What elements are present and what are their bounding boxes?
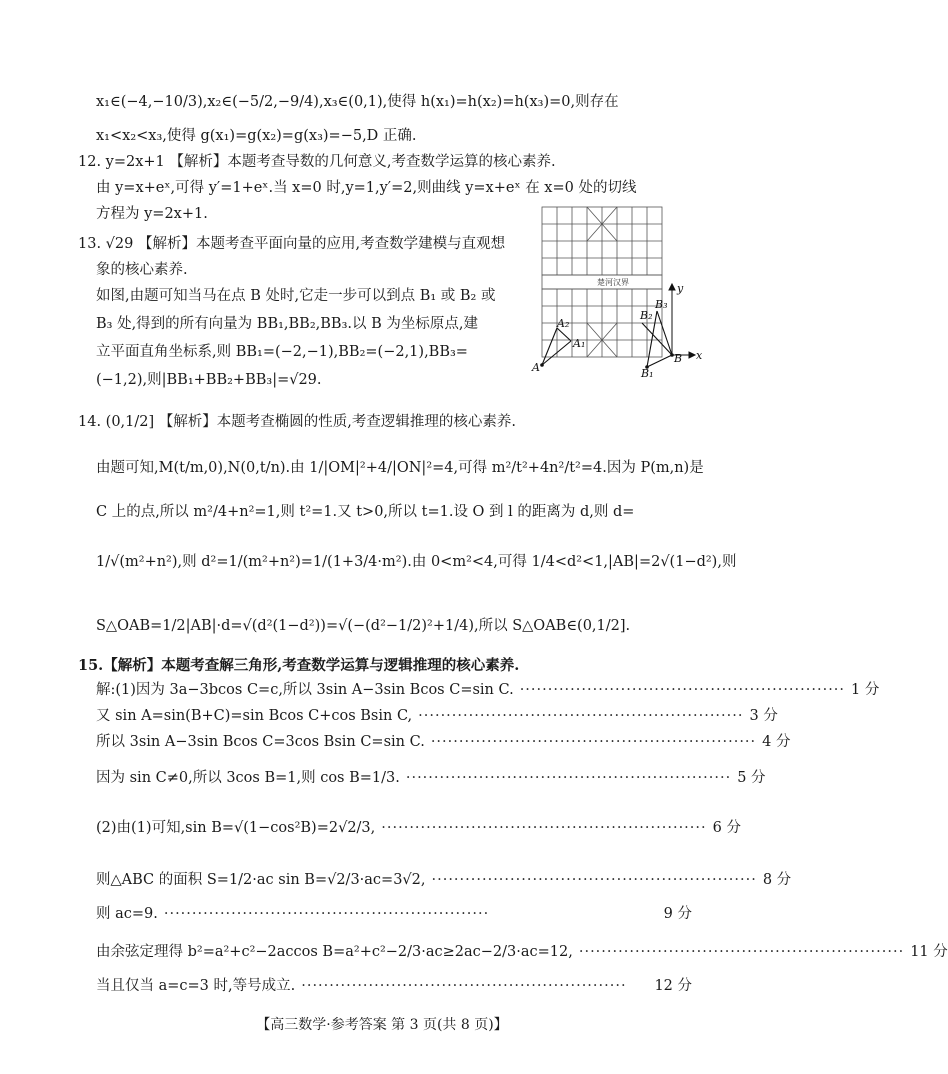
chessboard-diagram <box>532 205 707 383</box>
q14-line-c: 1/√(m²+n²),则 d²=1/(m²+n²)=1/(1+3/4·m²).由 0<m²<4,可得 1/4<d²<1,|AB|=2√(1−d²),则 <box>96 554 737 570</box>
label-B3: B₃ <box>655 298 668 311</box>
label-B1: B₁ <box>641 367 654 380</box>
page-footer: 【高三数学·参考答案 第 3 页(共 8 页)】 <box>256 1017 508 1033</box>
score-row-text: 解:(1)因为 3a−3bcos C=c,所以 3sin A−3sin Bcos C=sin C. <box>96 682 514 698</box>
text-line-2: x₁<x₂<x₃,使得 g(x₁)=g(x₂)=g(x₃)=−5,D 正确. <box>96 128 417 144</box>
q14-line-a: 由题可知,M(t/m,0),N(0,t/n).由 1/|OM|²+4/|ON|²=4,可得 m²/t²+4n²/t²=4.因为 P(m,n)是 <box>96 460 704 476</box>
q13-heading: 13. √29 【解析】本题考查平面向量的应用,考查数学建模与直观想 <box>78 236 506 252</box>
score-value: 3 分 <box>749 708 778 724</box>
score-row <box>96 732 791 752</box>
score-row-text: 当且仅当 a=c=3 时,等号成立. <box>96 978 296 994</box>
score-row-text: 因为 sin C≠0,所以 3cos B=1,则 cos B=1/3. <box>96 770 400 786</box>
dotted-leader: ·························································· <box>519 682 846 698</box>
score-row-text: (2)由(1)可知,sin B=√(1−cos²B)=2√2/3, <box>96 820 376 836</box>
score-row-text: 又 sin A=sin(B+C)=sin Bcos C+cos Bsin C, <box>96 708 413 724</box>
score-row <box>96 904 692 924</box>
dotted-leader: ·························································· <box>405 770 732 786</box>
q12-line-b: 方程为 y=2x+1. <box>96 206 208 222</box>
q13-line-e: (−1,2),则|BB₁+BB₂+BB₃|=√29. <box>96 372 322 388</box>
q14-heading: 14. (0,1/2] 【解析】本题考查椭圆的性质,考查逻辑推理的核心素养. <box>78 414 516 430</box>
q15-heading: 15.【解析】本题考查解三角形,考查数学运算与逻辑推理的核心素养. <box>78 657 520 674</box>
chessboard-figure <box>532 205 707 383</box>
score-value: 1 分 <box>851 682 880 698</box>
score-row-text: 则 ac=9. <box>96 906 158 922</box>
score-value: 9 分 <box>663 906 692 922</box>
q13-line-c: B₃ 处,得到的所有向量为 BB₁,BB₂,BB₃.以 B 为坐标原点,建 <box>96 316 478 332</box>
q14-line-b: C 上的点,所以 m²/4+n²=1,则 t²=1.又 t>0,所以 t=1.设 O 到 l 的距离为 d,则 d= <box>96 504 635 520</box>
dotted-leader: ·························································· <box>301 978 627 994</box>
score-row-text: 所以 3sin A−3sin Bcos C=3cos Bsin C=sin C. <box>96 734 425 750</box>
score-value: 11 分 <box>910 944 948 960</box>
label-x: x <box>696 349 703 362</box>
label-B2: B₂ <box>640 309 653 322</box>
score-row <box>96 976 692 996</box>
dotted-leader: ·························································· <box>163 906 490 922</box>
dotted-leader: ·························································· <box>430 734 757 750</box>
dotted-leader: ·························································· <box>578 944 905 960</box>
q12-heading: 12. y=2x+1 【解析】本题考查导数的几何意义,考查数学运算的核心素养. <box>78 154 556 170</box>
dotted-leader: ·························································· <box>418 708 744 724</box>
score-row <box>96 870 792 890</box>
label-A: A <box>532 361 540 374</box>
label-A2: A₂ <box>557 317 570 330</box>
dotted-leader: ·························································· <box>431 872 757 888</box>
score-value: 12 分 <box>654 978 692 994</box>
score-value: 6 分 <box>712 820 741 836</box>
dotted-leader: ·························································· <box>381 820 707 836</box>
label-B: B <box>674 352 683 365</box>
score-value: 5 分 <box>737 770 766 786</box>
score-value: 8 分 <box>762 872 792 888</box>
score-value: 4 分 <box>762 734 791 750</box>
text-line-1: x₁∈(−4,−10/3),x₂∈(−5/2,−9/4),x₃∈(0,1),使得 h(x₁)=h(x₂)=h(x₃)=0,则存在 <box>96 94 619 110</box>
score-row-text: 则△ABC 的面积 S=1/2·ac sin B=√2/3·ac=3√2, <box>96 872 426 888</box>
q13-line-d: 立平面直角坐标系,则 BB₁=(−2,−1),BB₂=(−2,1),BB₃= <box>96 344 468 360</box>
q13-line-a: 象的核心素养. <box>96 262 188 278</box>
q14-line-d: S△OAB=1/2|AB|·d=√(d²(1−d²))=√(−(d²−1/2)²+1/4),所以 S△OAB∈(0,1/2]. <box>96 618 631 634</box>
label-A1: A₁ <box>573 337 586 350</box>
score-row <box>96 706 778 726</box>
label-y: y <box>677 282 684 295</box>
score-row <box>96 818 741 838</box>
score-row <box>96 768 766 788</box>
q12-line-a: 由 y=x+eˣ,可得 y′=1+eˣ.当 x=0 时,y=1,y′=2,则曲线 y=x+eˣ 在 x=0 处的切线 <box>96 180 637 196</box>
q13-line-b: 如图,由题可知当马在点 B 处时,它走一步可以到点 B₁ 或 B₂ 或 <box>96 288 496 304</box>
score-row <box>96 942 948 962</box>
river-text: 楚河汉界 <box>597 278 629 287</box>
score-row <box>96 680 880 700</box>
score-row-text: 由余弦定理得 b²=a²+c²−2accos B=a²+c²−2/3·ac≥2ac−2/3·ac=12, <box>96 944 573 960</box>
